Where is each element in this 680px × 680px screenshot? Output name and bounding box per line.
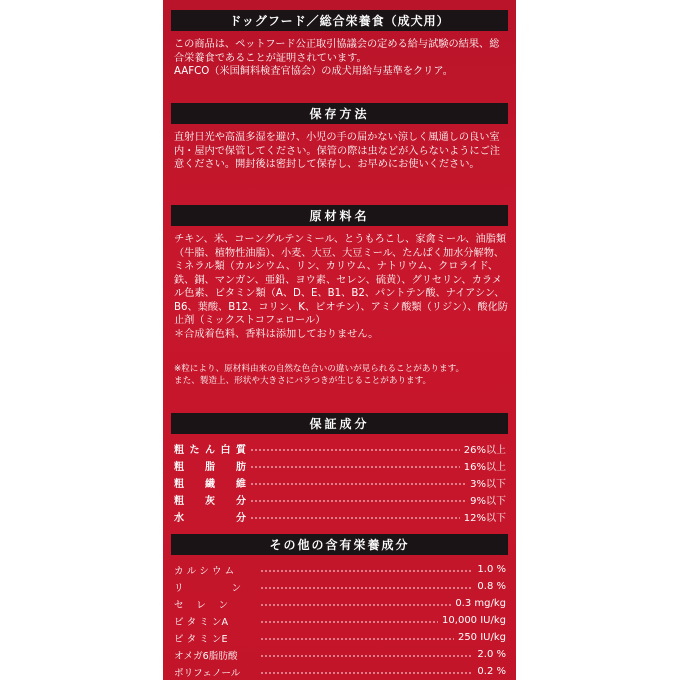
guarantee-row-fiber: [174, 475, 506, 490]
guarantee-row-fat: [174, 458, 506, 473]
guarantee-value: 12%以下: [463, 513, 506, 524]
other-row-vitamin-e: [174, 630, 506, 645]
guarantee-value: 26%以上: [463, 445, 506, 456]
other-row-vitamin-a: [174, 613, 506, 628]
other-row-phosphorus: [174, 579, 506, 594]
product-label-panel: [163, 0, 516, 680]
nutrient-value: 2.0 %: [477, 649, 506, 660]
nutrient-value: 0.2 %: [477, 666, 506, 677]
guarantee-value: 16%以上: [463, 462, 506, 473]
guarantee-row-moisture: [174, 509, 506, 524]
nutrient-label: ポリフェノール: [174, 667, 241, 679]
dot-leader: [250, 449, 460, 451]
dot-leader: [260, 672, 473, 674]
dot-leader: [260, 604, 451, 606]
dot-leader: [250, 466, 460, 468]
other-row-selenium: [174, 596, 506, 611]
guarantee-label: 粗 脂 肪: [174, 462, 246, 473]
nutrient-value: 10,000 IU/kg: [442, 615, 506, 626]
guarantee-label: 粗 繊 維: [174, 479, 246, 490]
guarantee-label: 水 分: [174, 513, 246, 524]
guarantee-label: 粗 灰 分: [174, 496, 246, 507]
ingredients-text: チキン、米、コーングルテンミール、とうもろこし、家禽ミール、油脂類（牛脂、植物性油脂）、小麦、大豆、大豆ミール、たんぱく加水分解物、ミネラル類（カルシウム、リン、カリウム、ナトリウム、クロライド、鉄、銅、マンガン、亜鉛、ヨウ素、セレン、硫黄）、グリセリン、カラメル色素、ビタミン類（A、D、E、B1、B2、パントテン酸、ナイアシン、B6、葉酸、B12、コリン、K、ビオチン）、アミノ酸類（リジン）、酸化防止剤（ミックストコフェロール） ＊合成着色料、香料は添加しておりません。: [174, 234, 508, 340]
dot-leader: [250, 483, 466, 485]
dot-leader: [260, 655, 473, 657]
guarantee-value: 9%以下: [470, 496, 506, 507]
nutrient-label: カ ル シ ウ ム: [174, 565, 235, 577]
guarantee-row-protein: [174, 441, 506, 456]
nutrient-label: リ ン: [174, 582, 242, 594]
ingredients-header: 原材料名: [171, 205, 508, 226]
nutrient-label: セ レ ン: [174, 599, 229, 611]
guarantee-row-ash: [174, 492, 506, 507]
nutrient-value: 1.0 %: [477, 564, 506, 575]
nutrient-label: オメガ6脂肪酸: [174, 650, 238, 662]
other-nutrients-header: その他の含有栄養成分: [171, 534, 508, 555]
other-row-calcium: [174, 562, 506, 577]
guarantee-label: 粗 た ん 白 質: [174, 445, 246, 456]
dot-leader: [260, 570, 473, 572]
dot-leader: [250, 517, 460, 519]
nutrient-label: ビ タ ミ ンA: [174, 616, 229, 628]
nutrient-value: 0.8 %: [477, 581, 506, 592]
dot-leader: [250, 500, 466, 502]
storage-text: 直射日光や高温多湿を避け、小児の手の届かない涼しく風通しの良い室内・屋内で保管してください。保管の際は虫などが入らないようにご注意ください。開封後は密封して保存し、お早めにお使いください。: [174, 132, 500, 170]
ingredients-note: ※粒により、原材料由来の自然な色合いの違いが見られることがあります。 また、製造上、形状や大きさにバラつきが生じることがあります。: [174, 364, 465, 387]
other-row-omega6: [174, 647, 506, 662]
dot-leader: [260, 587, 473, 589]
guarantee-value: 3%以下: [470, 479, 506, 490]
food-type-header: ドッグフード／総合栄養食（成犬用）: [171, 10, 508, 31]
food-type-text: この商品は、ペットフード公正取引協議会の定める給与試験の結果、総合栄養食であることが証明されています。 AAFCO（米国飼料検査官協会）の成犬用給与基準をクリア。: [174, 39, 500, 77]
other-row-polyphenol: [174, 664, 506, 679]
storage-header: 保存方法: [171, 103, 508, 124]
nutrient-value: 0.3 mg/kg: [455, 598, 506, 609]
nutrient-label: ビ タ ミ ンE: [174, 633, 228, 645]
nutrient-value: 250 IU/kg: [457, 632, 506, 643]
dot-leader: [260, 638, 454, 640]
guarantee-header: 保証成分: [171, 413, 508, 434]
dot-leader: [260, 621, 438, 623]
